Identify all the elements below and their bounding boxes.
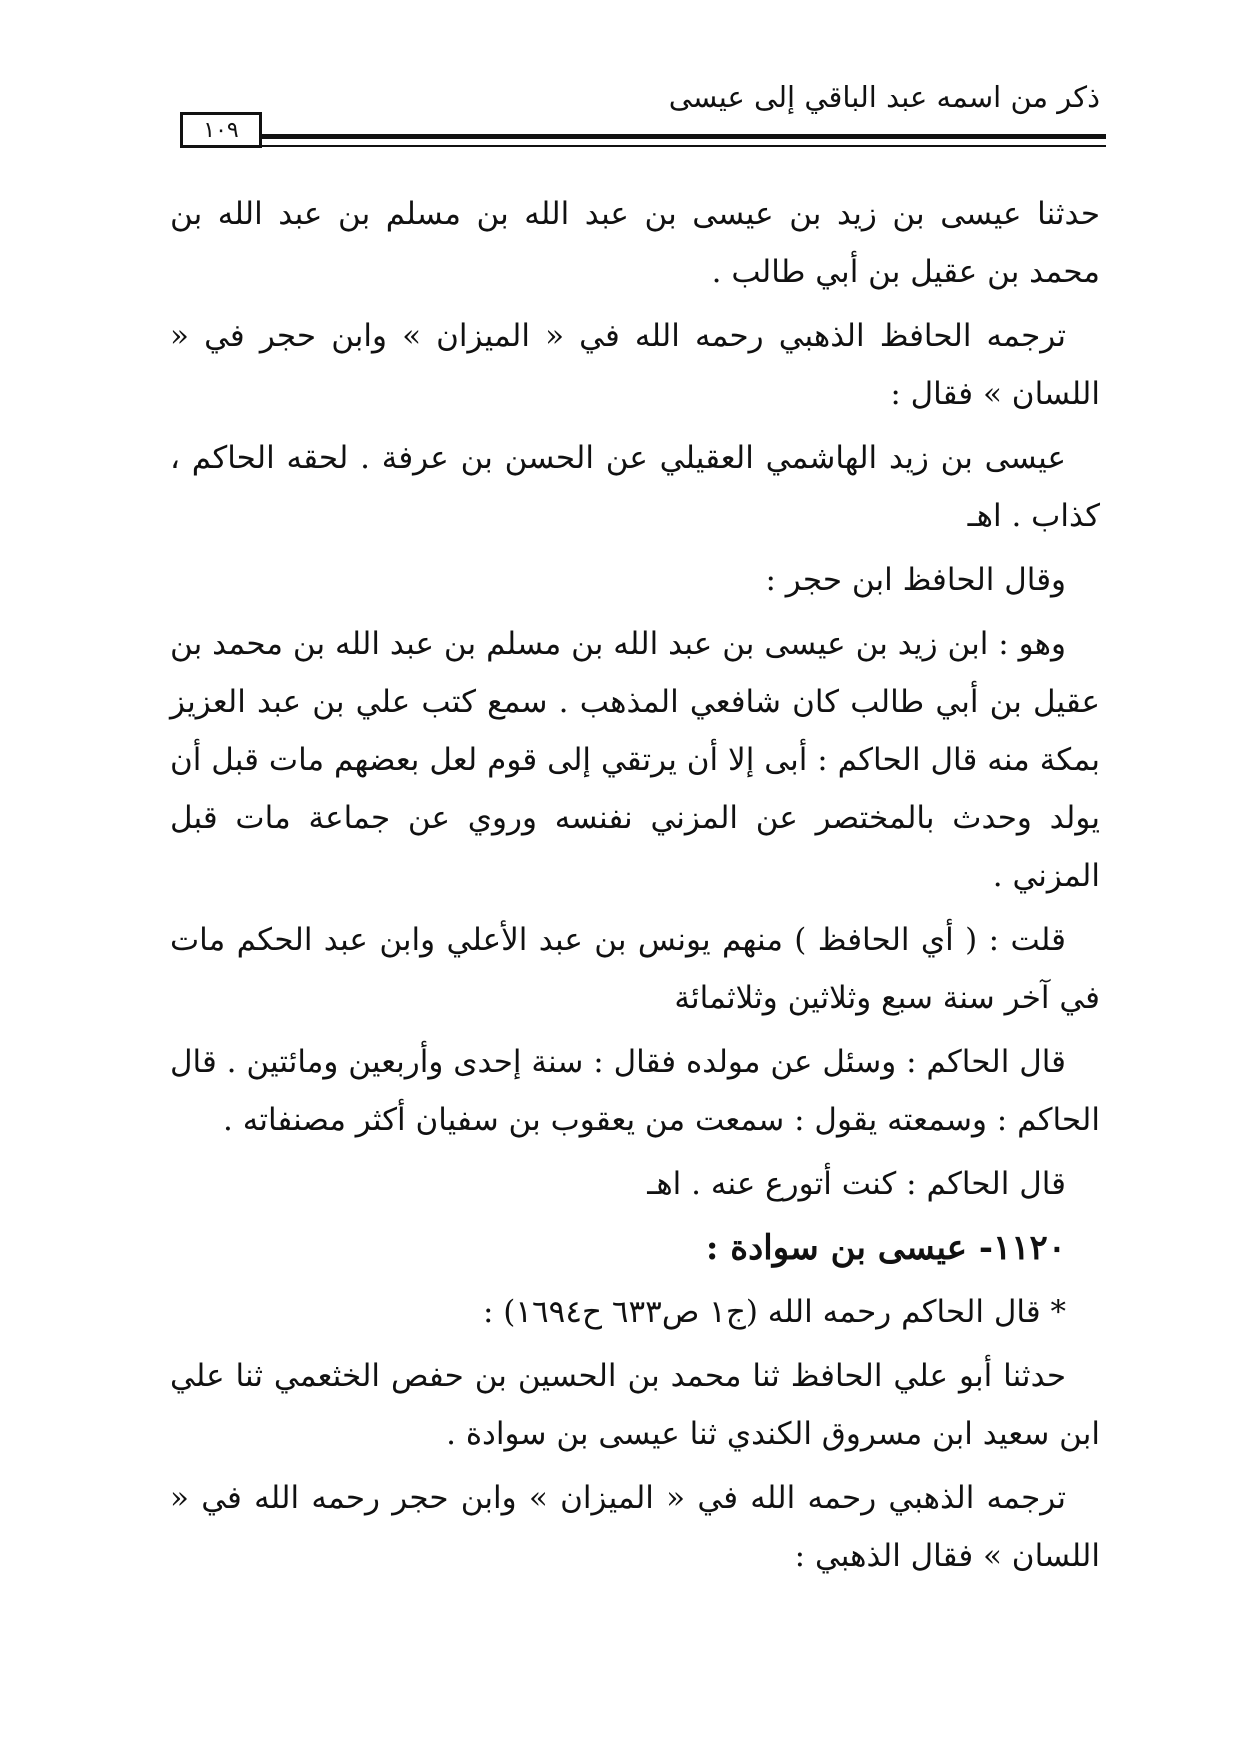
page-number: ١٠٩: [180, 112, 262, 148]
paragraph-biography-intro: ترجمه الحافظ الذهبي رحمه الله في « الميزان » وابن حجر في « اللسان » فقال :: [170, 318, 1100, 412]
paragraph-hakim-reference: * قال الحاكم رحمه الله (ج١ ص٦٣٣ ح١٦٩٤) :: [482, 1294, 1066, 1330]
paragraph-hakim-caution: قال الحاكم : كنت أتورع عنه . اهـ: [647, 1166, 1066, 1202]
paragraph-biography-intro-2: ترجمه الذهبي رحمه الله في « الميزان » وابن حجر رحمه الله في « اللسان » فقال الذهبي :: [170, 1480, 1100, 1574]
header-rule-thick: [262, 134, 1106, 139]
paragraph-ibn-hajar-quote: وهو : ابن زيد بن عيسى بن عبد الله بن مسلم بن عبد الله بن محمد بن عقيل بن أبي طالب كان شافعي المذهب . سمع كتب علي بن عبد العزيز بمكة منه قال الحاكم : أبى إلا أن يرتقي إلى قوم لعل بعضهم مات قبل أن يولد وحدث بالمختصر عن المزني نفنسه وروي عن جماعة مات قبل المزني .: [170, 626, 1100, 894]
paragraph-ibn-hajar-intro: وقال الحافظ ابن حجر :: [765, 562, 1066, 598]
paragraph-isnad: حدثنا أبو علي الحافظ ثنا محمد بن الحسين بن حفص الخثعمي ثنا علي ابن سعيد ابن مسروق الكندي ثنا عيسى بن سوادة .: [170, 1358, 1100, 1452]
paragraph-dhahabi-quote: عيسى بن زيد الهاشمي العقيلي عن الحسن بن عرفة . لحقه الحاكم ، كذاب . اهـ: [170, 440, 1100, 534]
entry-heading: ١١٢٠- عيسى بن سوادة :: [705, 1228, 1066, 1268]
running-header-title: ذكر من اسمه عبد الباقي إلى عيسى: [668, 80, 1100, 114]
paragraph-hakim-birth: قال الحاكم : وسئل عن مولده فقال : سنة إحدى وأربعين ومائتين . قال الحاكم : وسمعته يقول : سمعت من يعقوب بن سفيان أكثر مصنفاته .: [170, 1044, 1100, 1138]
page-body: [170, 185, 1100, 1591]
paragraph-chain-of-narration: حدثنا عيسى بن زيد بن عيسى بن عبد الله بن مسلم بن عبد الله بن محمد بن عقيل بن أبي طالب .: [170, 196, 1100, 290]
header-rule-thin: [262, 145, 1106, 147]
paragraph-author-note: قلت : ( أي الحافظ ) منهم يونس بن عبد الأعلي وابن عبد الحكم مات في آخر سنة سبع وثلاثين وثلاثمائة: [170, 922, 1100, 1016]
